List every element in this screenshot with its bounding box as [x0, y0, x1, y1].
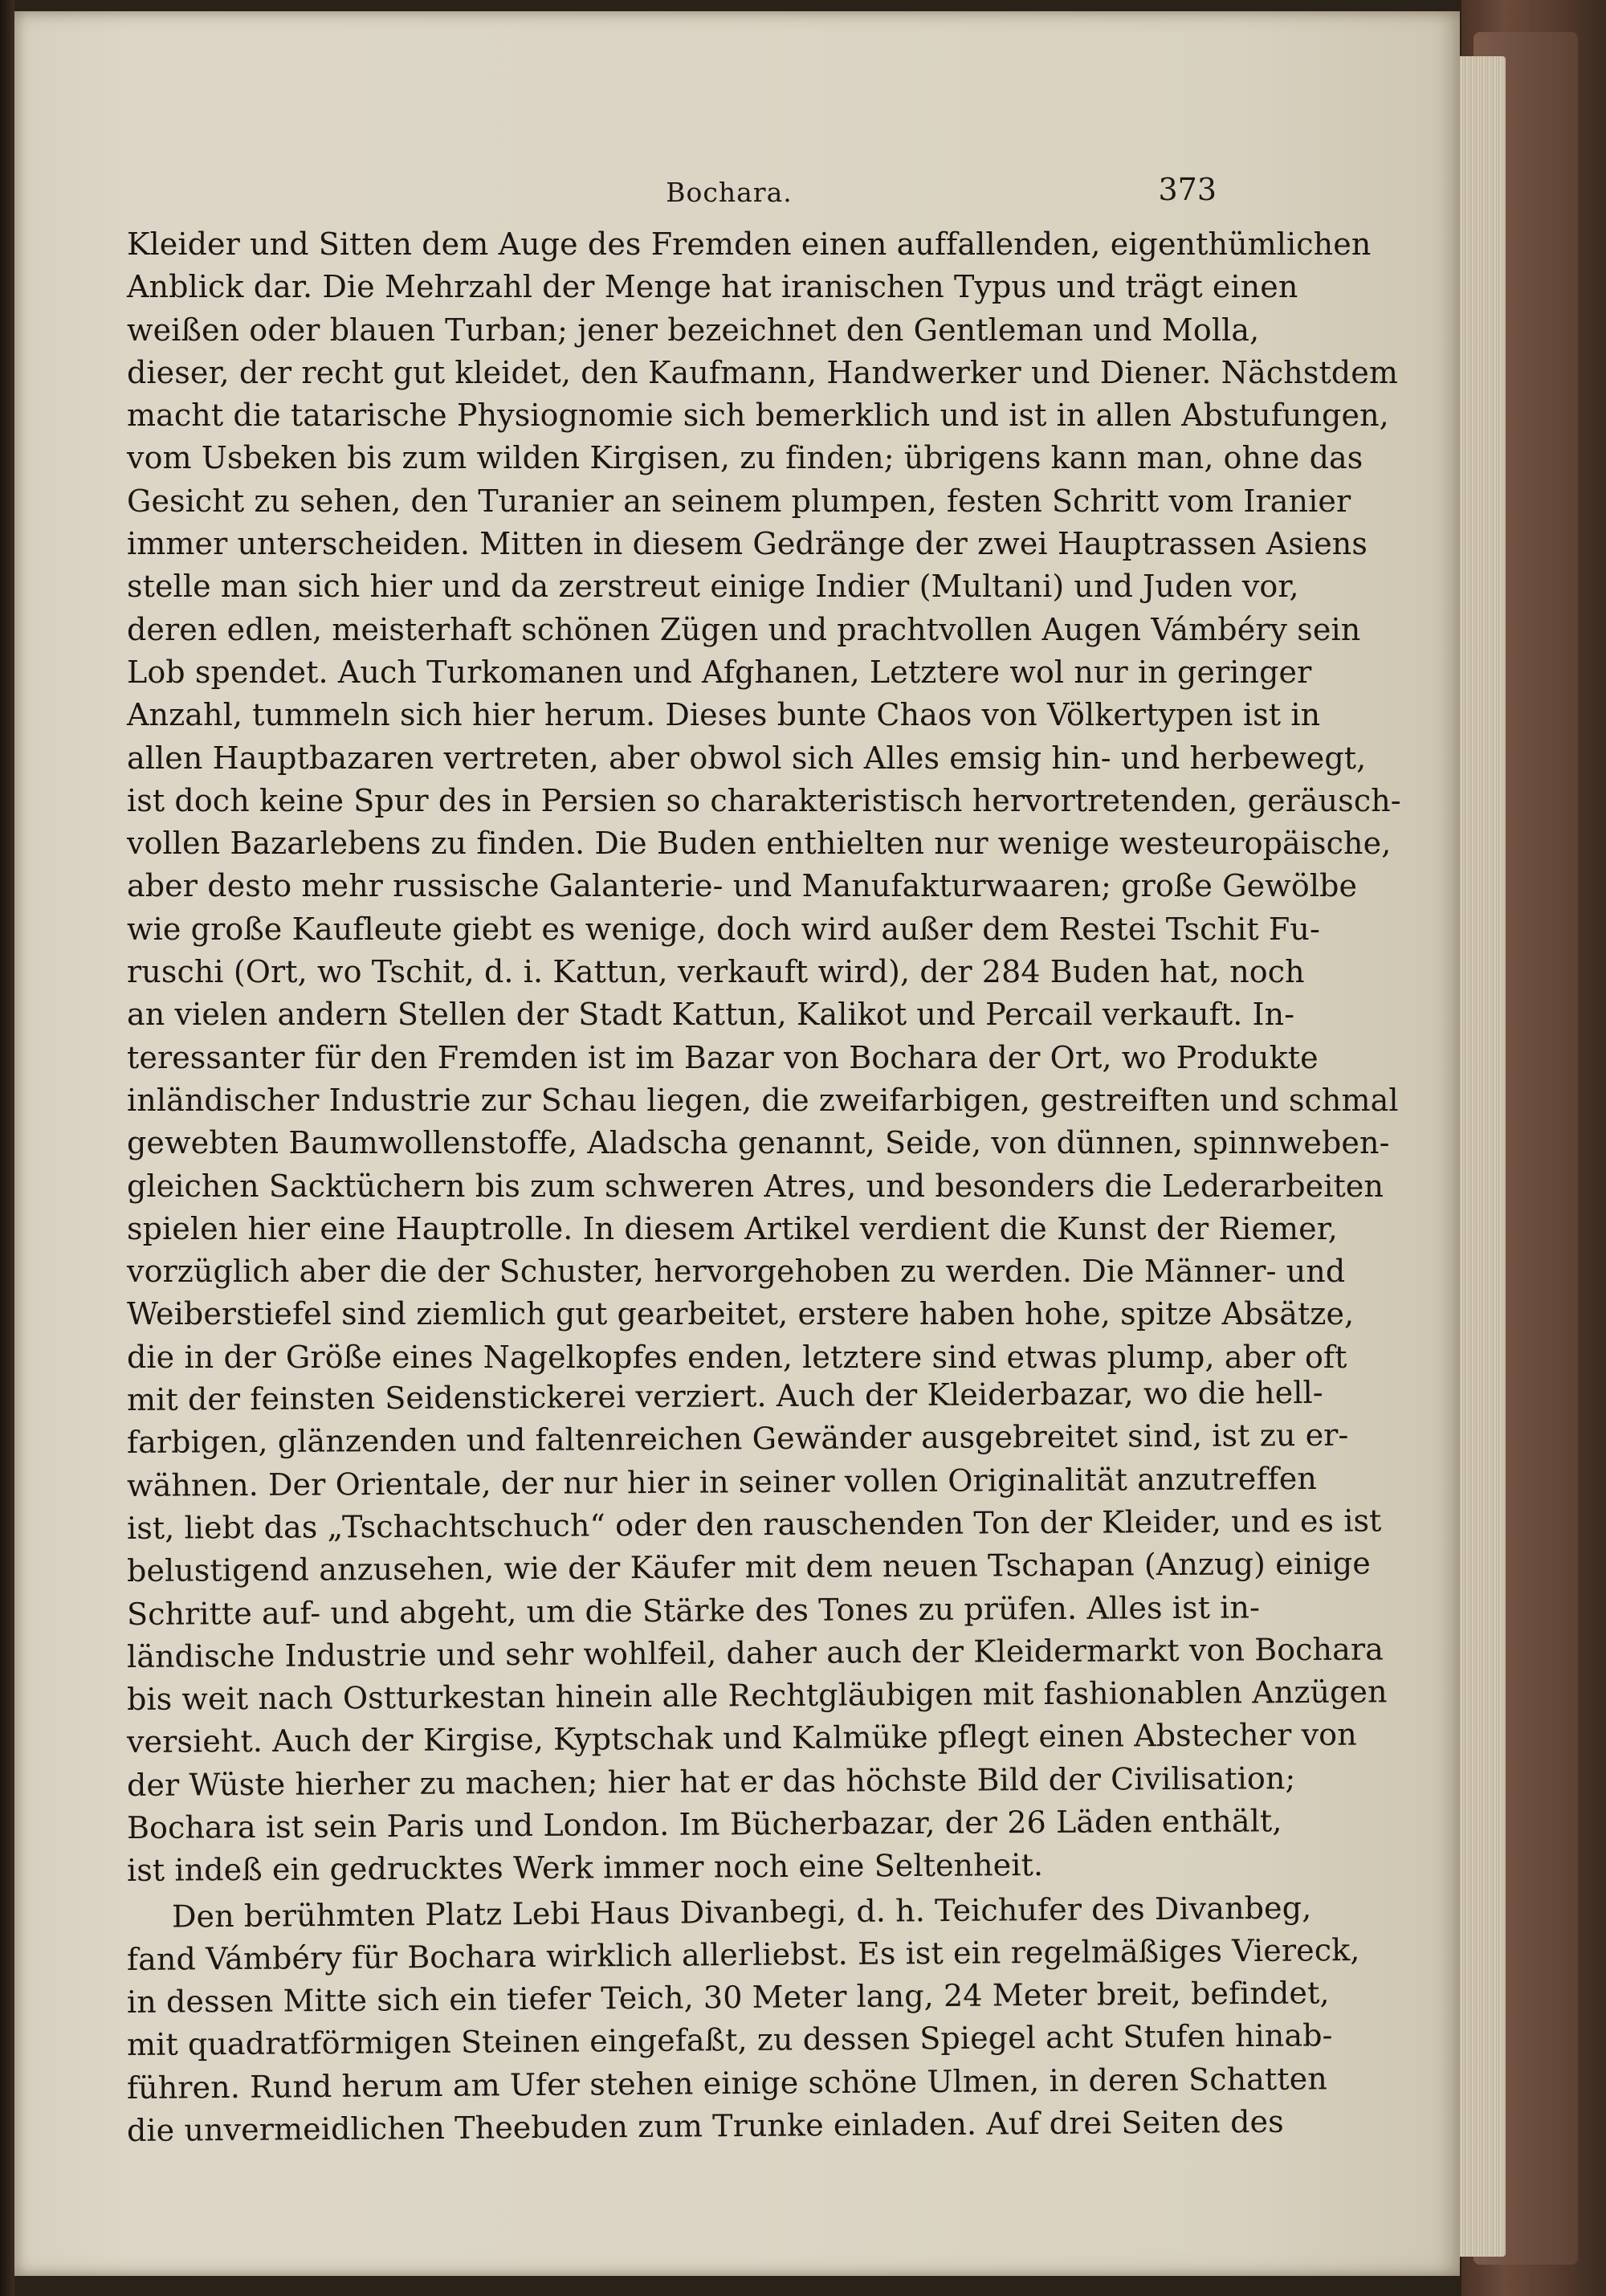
text-line: weißen oder blauen Turban; jener bezeichnet den Gentleman und Molla,	[127, 312, 1260, 348]
text-line: Schritte auf- und abgeht, um die Stärke des Tones zu prüfen. Alles ist in-	[126, 1588, 1261, 1632]
text-line: in dessen Mitte sich ein tiefer Teich, 30 Meter lang, 24 Meter breit, befindet,	[126, 1975, 1330, 2021]
text-line: Gesicht zu sehen, den Turanier an seinem plumpen, festen Schritt vom Iranier	[127, 483, 1351, 519]
text-line: mit quadratförmigen Steinen eingefaßt, zu dessen Spiegel acht Stufen hinab-	[126, 2017, 1333, 2063]
text-line: spielen hier eine Hauptrolle. In diesem Artikel verdient die Kunst der Riemer,	[127, 1210, 1338, 1246]
text-line: der Wüste hierher zu machen; hier hat er das höchste Bild der Civilisation;	[126, 1760, 1296, 1803]
text-line: gleichen Sacktüchern bis zum schweren Atres, und besonders die Lederarbeiten	[127, 1168, 1384, 1204]
text-line: inländischer Industrie zur Schau liegen, die zweifarbigen, gestreiften und schmal	[127, 1082, 1399, 1118]
text-line: belustigend anzusehen, wie der Käufer mit dem neuen Tschapan (Anzug) einige	[126, 1545, 1372, 1589]
text-line: ländische Industrie und sehr wohlfeil, daher auch der Kleidermarkt von Bochara	[126, 1631, 1384, 1674]
text-line: Kleider und Sitten dem Auge des Fremden einen auffallenden, eigenthümlichen	[127, 226, 1372, 262]
text-line: gewebten Baumwollenstoffe, Aladscha genannt, Seide, von dünnen, spinnweben-	[127, 1125, 1390, 1161]
text-line: an vielen andern Stellen der Stadt Kattun, Kalikot und Percail verkauft. In-	[127, 997, 1295, 1033]
text-line: teressanter für den Fremden ist im Bazar von Bochara der Ort, wo Produkte	[127, 1039, 1319, 1075]
text-line: macht die tatarische Physiognomie sich bemerklich und ist in allen Abstufungen,	[127, 398, 1389, 434]
text-line: ruschi (Ort, wo Tschit, d. i. Kattun, verkauft wird), der 284 Buden hat, noch	[127, 954, 1305, 990]
text-line: dieser, der recht gut kleidet, den Kaufmann, Handwerker und Diener. Nächstdem	[127, 354, 1398, 390]
text-line: führen. Rund herum am Ufer stehen einige schöne Ulmen, in deren Schatten	[126, 2061, 1328, 2106]
body-text	[126, 223, 1401, 2152]
text-line: Weiberstiefel sind ziemlich gut gearbeitet, erstere haben hohe, spitze Absätze,	[127, 1296, 1355, 1332]
text-line: Lob spendet. Auch Turkomanen und Afghanen, Letztere wol nur in geringer	[127, 654, 1312, 690]
text-line: fand Vámbéry für Bochara wirklich allerliebst. Es ist ein regelmäßiges Viereck,	[126, 1931, 1360, 1977]
text-line: Anzahl, tummeln sich hier herum. Dieses bunte Chaos von Völkertypen ist in	[127, 697, 1321, 733]
running-head-title: Bochara.	[666, 177, 793, 208]
text-line: ist doch keine Spur des in Persien so charakteristisch hervortretenden, geräusch-	[127, 782, 1401, 818]
text-line: Bochara ist sein Paris und London. Im Bücherbazar, der 26 Läden enthält,	[126, 1803, 1282, 1845]
text-line: versieht. Auch der Kirgise, Kyptschak und Kalmüke pflegt einen Abstecher von	[126, 1717, 1357, 1760]
text-line: Anblick dar. Die Mehrzahl der Menge hat iranischen Typus und trägt einen	[127, 269, 1298, 305]
text-line: vorzüglich aber die der Schuster, hervorgehoben zu werden. Die Männer- und	[127, 1254, 1346, 1290]
text-line: mit der feinsten Seidenstickerei verziert. Auch der Kleiderbazar, wo die hell-	[126, 1374, 1323, 1418]
scan-background-left	[0, 0, 14, 2296]
text-line: ist indeß ein gedrucktes Werk immer noch eine Seltenheit.	[126, 1847, 1044, 1889]
text-line: vollen Bazarlebens zu finden. Die Buden enthielten nur wenige westeuropäische,	[127, 826, 1392, 862]
text-line: allen Hauptbazaren vertreten, aber obwol sich Alles emsig hin- und herbewegt,	[127, 740, 1367, 776]
text-line: ist, liebt das „Tschachtschuch“ oder den rauschenden Ton der Kleider, und es ist	[126, 1503, 1382, 1546]
paragraph	[126, 1889, 1360, 2153]
text-line: stelle man sich hier und da zerstreut einige Indier (Multani) und Juden vor,	[127, 569, 1299, 605]
text-line: vom Usbeken bis zum wilden Kirgisen, zu finden; übrigens kann man, ohne das	[127, 440, 1363, 476]
text-line: immer unterscheiden. Mitten in diesem Gedränge der zwei Hauptrassen Asiens	[127, 526, 1368, 562]
text-line: die unvermeidlichen Theebuden zum Trunke einladen. Auf drei Seiten des	[126, 2103, 1284, 2149]
text-line: die in der Größe eines Nagelkopfes enden, letztere sind etwas plump, aber oft	[127, 1339, 1347, 1375]
text-line: Den berühmten Platz Lebi Haus Divanbegi, d. h. Teichufer des Divanbeg,	[171, 1889, 1312, 1935]
text-line: deren edlen, meisterhaft schönen Zügen und prachtvollen Augen Vámbéry sein	[127, 611, 1361, 647]
paragraph	[126, 223, 1401, 1893]
text-line: wähnen. Der Orientale, der nur hier in seiner vollen Originalität anzutreffen	[126, 1460, 1318, 1503]
running-head	[14, 172, 1460, 225]
book-page	[14, 11, 1460, 2276]
text-line: farbigen, glänzenden und faltenreichen Gewänder ausgebreitet sind, ist zu er-	[126, 1417, 1349, 1461]
text-line: bis weit nach Ostturkestan hinein alle Rechtgläubigen mit fashionablen Anzügen	[126, 1674, 1388, 1718]
text-line: aber desto mehr russische Galanterie- und Manufakturwaaren; große Gewölbe	[127, 868, 1358, 904]
page-number: 373	[1158, 172, 1217, 207]
text-line: wie große Kaufleute giebt es wenige, doch wird außer dem Restei Tschit Fu-	[127, 911, 1320, 947]
